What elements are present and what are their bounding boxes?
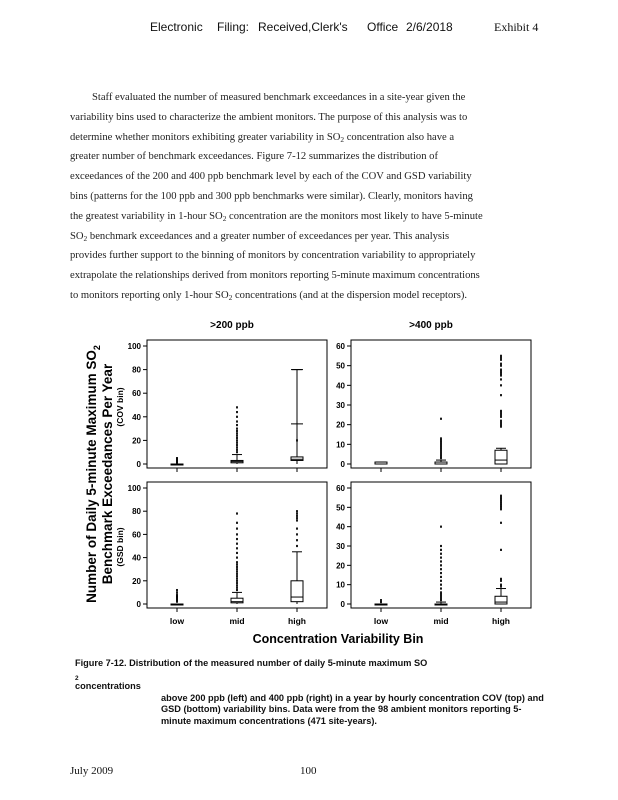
outlier-point bbox=[440, 584, 442, 586]
outlier-point bbox=[500, 499, 502, 501]
outlier-point bbox=[500, 422, 502, 424]
caption-line: Figure 7-12. Distribution of the measured number of daily 5-minute maximum SO $_2$ concentrations bbox=[75, 658, 428, 691]
paragraph-line: exceedances of the 200 and 400 ppb benchmark level by each of the COV and GSD variability bbox=[70, 171, 472, 183]
y-tick-label: 20 bbox=[132, 436, 141, 446]
y-tick-label: 50 bbox=[336, 503, 345, 513]
paragraph-line: bins (patterns for the 100 ppb and 300 ppb benchmarks were similar). Clearly, monitors having bbox=[70, 190, 473, 202]
outlier-point bbox=[236, 584, 238, 586]
outlier-point bbox=[500, 363, 502, 365]
outlier-point bbox=[440, 580, 442, 582]
y-tick-label: 60 bbox=[132, 530, 141, 540]
outlier-point bbox=[500, 502, 502, 504]
outlier-point bbox=[296, 517, 298, 519]
svg-text:Number of Daily 5-minute Maxim: Number of Daily 5-minute Maximum $SO_2$ bbox=[84, 345, 102, 603]
header-office: Office bbox=[367, 20, 399, 34]
outlier-point bbox=[296, 533, 298, 535]
outlier-point bbox=[440, 449, 442, 451]
outlier-point bbox=[440, 587, 442, 589]
outlier-point bbox=[440, 437, 442, 439]
outlier-point bbox=[236, 435, 238, 437]
outlier-point bbox=[236, 533, 238, 535]
box-high bbox=[495, 495, 507, 604]
caption-line: minute maximum concentrations (471 site-years). bbox=[161, 715, 377, 726]
outlier-point bbox=[500, 420, 502, 422]
y-tick-label: 80 bbox=[132, 507, 141, 517]
outlier-point bbox=[500, 357, 502, 359]
outlier-point bbox=[176, 591, 178, 593]
box-high bbox=[291, 370, 303, 464]
outlier-point bbox=[440, 418, 442, 420]
outlier-point bbox=[500, 384, 502, 386]
outlier-point bbox=[236, 528, 238, 530]
outlier-point bbox=[296, 539, 298, 541]
outlier-point bbox=[500, 522, 502, 524]
outlier-point bbox=[440, 443, 442, 445]
y-tick-label: 40 bbox=[132, 553, 141, 563]
header-exhibit: Exhibit 4 bbox=[494, 20, 539, 34]
outlier-point bbox=[176, 457, 178, 459]
outlier-point bbox=[440, 453, 442, 455]
paragraph-line: variability bins used to characterize the ambient monitors. The purpose of this analysis was to bbox=[70, 111, 468, 123]
outlier-point bbox=[500, 506, 502, 508]
outlier-point bbox=[440, 455, 442, 457]
outlier-point bbox=[500, 426, 502, 428]
outlier-point bbox=[176, 589, 178, 591]
y-tick-label: 50 bbox=[336, 361, 345, 371]
outlier-point bbox=[500, 374, 502, 376]
outlier-point bbox=[380, 599, 382, 601]
box-low bbox=[171, 589, 183, 605]
outlier-point bbox=[236, 580, 238, 582]
row-label-cov: (COV bin) bbox=[115, 387, 125, 427]
outlier-point bbox=[500, 394, 502, 396]
outlier-point bbox=[236, 512, 238, 514]
y-tick-label: 100 bbox=[127, 484, 141, 493]
x-tick-label: mid bbox=[433, 616, 449, 626]
outlier-point bbox=[500, 549, 502, 551]
y-tick-label: 40 bbox=[336, 381, 345, 391]
y-tick-label: 10 bbox=[336, 440, 345, 450]
header-received: Received,Clerk's bbox=[258, 20, 348, 34]
y-tick-label: 30 bbox=[336, 401, 345, 410]
outlier-point bbox=[296, 515, 298, 517]
header-electronic: Electronic bbox=[150, 20, 203, 34]
panel-bottom-right bbox=[336, 482, 531, 626]
box-iqr bbox=[495, 450, 507, 464]
y-tick-label: 0 bbox=[340, 460, 345, 469]
box-low bbox=[171, 457, 183, 465]
y-tick-label: 0 bbox=[136, 460, 141, 469]
outlier-point bbox=[500, 416, 502, 418]
outlier-point bbox=[380, 601, 382, 603]
x-axis-title: Concentration Variability Bin bbox=[252, 632, 424, 646]
y-tick-label: 40 bbox=[336, 522, 345, 532]
outlier-point bbox=[500, 584, 502, 586]
outlier-point bbox=[176, 594, 178, 596]
outlier-point bbox=[500, 508, 502, 510]
outlier-point bbox=[236, 420, 238, 422]
outlier-point bbox=[440, 576, 442, 578]
outlier-point bbox=[236, 570, 238, 572]
outlier-point bbox=[440, 599, 442, 601]
outlier-point bbox=[440, 564, 442, 566]
outlier-point bbox=[236, 451, 238, 453]
box-mid bbox=[231, 512, 243, 604]
box-iqr bbox=[291, 581, 303, 602]
caption-line: GSD (bottom) variability bins. Data were from the 98 ambient monitors reporting 5- bbox=[161, 704, 522, 714]
outlier-point bbox=[236, 432, 238, 434]
box-high bbox=[495, 355, 507, 464]
x-tick-label: high bbox=[492, 616, 510, 626]
footer-page-number: 100 bbox=[300, 765, 317, 777]
box-iqr bbox=[291, 457, 303, 461]
outlier-point bbox=[500, 580, 502, 582]
paragraph-line: extrapolate the relationships derived from monitors reporting 5-minute maximum concentrations bbox=[70, 270, 480, 282]
outlier-point bbox=[500, 359, 502, 361]
box-mid bbox=[231, 406, 243, 464]
y-axis-title bbox=[84, 345, 115, 603]
y-tick-label: 20 bbox=[336, 561, 345, 571]
outlier-point bbox=[500, 578, 502, 580]
col-title-left: >200 ppb bbox=[210, 320, 254, 331]
outlier-point bbox=[440, 557, 442, 559]
box-low bbox=[375, 599, 387, 605]
y-tick-label: 60 bbox=[336, 484, 345, 493]
outlier-point bbox=[236, 439, 238, 441]
outlier-point bbox=[440, 445, 442, 447]
outlier-point bbox=[236, 589, 238, 591]
outlier-point bbox=[500, 378, 502, 380]
paragraph-line: the greatest variability in 1-hour $SO_2$ concentration are the monitors most likely to have 5-minute bbox=[70, 210, 483, 223]
outlier-point bbox=[236, 566, 238, 568]
y-tick-label: 30 bbox=[336, 542, 345, 551]
outlier-point bbox=[236, 442, 238, 444]
y-tick-label: 60 bbox=[132, 389, 141, 399]
y-tick-label: 20 bbox=[336, 420, 345, 430]
outlier-point bbox=[236, 552, 238, 554]
outlier-point bbox=[500, 410, 502, 412]
panel-top-left bbox=[128, 340, 327, 472]
outlier-point bbox=[500, 497, 502, 499]
y-tick-label: 100 bbox=[127, 342, 141, 351]
y-tick-label: 80 bbox=[132, 365, 141, 375]
outlier-point bbox=[296, 545, 298, 547]
y-tick-label: 10 bbox=[336, 580, 345, 590]
outlier-point bbox=[500, 372, 502, 374]
x-tick-label: low bbox=[373, 616, 389, 626]
outlier-point bbox=[440, 568, 442, 570]
outlier-point bbox=[236, 424, 238, 426]
outlier-point bbox=[440, 439, 442, 441]
footer-date: July 2009 bbox=[70, 765, 114, 777]
outlier-point bbox=[296, 512, 298, 514]
y-tick-label: 40 bbox=[132, 412, 141, 422]
panel-top-right bbox=[336, 340, 531, 472]
outlier-point bbox=[236, 543, 238, 545]
box-high bbox=[291, 510, 303, 604]
outlier-point bbox=[236, 416, 238, 418]
outlier-point bbox=[236, 547, 238, 549]
outlier-point bbox=[236, 522, 238, 524]
outlier-point bbox=[500, 424, 502, 426]
outlier-point bbox=[236, 561, 238, 563]
box-mid bbox=[435, 418, 447, 464]
outlier-point bbox=[236, 577, 238, 579]
outlier-point bbox=[236, 437, 238, 439]
y-tick-label: 20 bbox=[132, 576, 141, 586]
outlier-point bbox=[440, 560, 442, 562]
outlier-point bbox=[236, 446, 238, 448]
paragraph-line: to monitors reporting only 1-hour $SO_2$ concentrations (and at the dispersion model receptors). bbox=[70, 289, 468, 302]
outlier-point bbox=[296, 510, 298, 512]
x-tick-label: low bbox=[169, 616, 185, 626]
outlier-point bbox=[440, 593, 442, 595]
outlier-point bbox=[500, 586, 502, 588]
paragraph-line: Staff evaluated the number of measured benchmark exceedances in a site-year given the bbox=[92, 92, 466, 103]
outlier-point bbox=[500, 370, 502, 372]
outlier-point bbox=[440, 451, 442, 453]
outlier-point bbox=[440, 597, 442, 599]
col-title-right: >400 ppb bbox=[409, 320, 453, 331]
box-iqr bbox=[495, 596, 507, 604]
paragraph-line: greater number of benchmark exceedances. Figure 7-12 summarizes the distribution of bbox=[70, 151, 439, 163]
outlier-point bbox=[500, 365, 502, 367]
box-mid bbox=[435, 526, 447, 605]
outlier-point bbox=[440, 553, 442, 555]
figure-caption bbox=[75, 658, 555, 727]
outlier-point bbox=[236, 563, 238, 565]
outlier-point bbox=[500, 412, 502, 414]
outlier-point bbox=[236, 573, 238, 575]
outlier-point bbox=[236, 411, 238, 413]
paragraph-line: $SO_2$ benchmark exceedances and a greater number of exceedances per year. This analysis bbox=[70, 230, 450, 243]
header-filing: Filing: bbox=[217, 20, 250, 34]
outlier-point bbox=[440, 591, 442, 593]
y-tick-label: 0 bbox=[340, 600, 345, 609]
outlier-point bbox=[440, 572, 442, 574]
outlier-point bbox=[236, 428, 238, 430]
outlier-point bbox=[500, 500, 502, 502]
outlier-point bbox=[440, 526, 442, 528]
paragraph-line: determine whether monitors exhibiting greater variability in $SO_2$ concentration also have a bbox=[70, 131, 455, 144]
row-label-gsd: (GSD bin) bbox=[115, 527, 125, 567]
outlier-point bbox=[236, 557, 238, 559]
x-tick-label: mid bbox=[229, 616, 245, 626]
outlier-point bbox=[296, 519, 298, 521]
outlier-point bbox=[236, 430, 238, 432]
outlier-point bbox=[236, 568, 238, 570]
panel-bottom-left bbox=[128, 482, 327, 626]
outlier-point bbox=[440, 447, 442, 449]
outlier-point bbox=[440, 545, 442, 547]
outlier-point bbox=[236, 575, 238, 577]
caption-line: above 200 ppb (left) and 400 ppb (right) in a year by hourly concentration COV (top) and bbox=[161, 692, 544, 703]
outlier-point bbox=[236, 582, 238, 584]
outlier-point bbox=[500, 414, 502, 416]
svg-text:Benchmark Exceedances Per Year: Benchmark Exceedances Per Year bbox=[100, 363, 115, 585]
outlier-point bbox=[236, 406, 238, 408]
outlier-point bbox=[236, 444, 238, 446]
outlier-point bbox=[296, 439, 298, 441]
outlier-point bbox=[500, 504, 502, 506]
outlier-point bbox=[500, 369, 502, 371]
box-low bbox=[375, 462, 387, 464]
paragraph-line: provides further support to the binning of monitors by concentration variability to appropriately bbox=[70, 250, 476, 262]
outlier-point bbox=[236, 587, 238, 589]
y-tick-label: 60 bbox=[336, 342, 345, 351]
outlier-point bbox=[236, 538, 238, 540]
x-tick-label: high bbox=[288, 616, 306, 626]
outlier-point bbox=[440, 549, 442, 551]
outlier-point bbox=[440, 441, 442, 443]
outlier-point bbox=[236, 449, 238, 451]
outlier-point bbox=[296, 528, 298, 530]
outlier-point bbox=[440, 595, 442, 597]
y-tick-label: 0 bbox=[136, 600, 141, 609]
header-date: 2/6/2018 bbox=[406, 20, 453, 34]
outlier-point bbox=[500, 495, 502, 497]
outlier-point bbox=[500, 355, 502, 357]
outlier-point bbox=[440, 457, 442, 459]
